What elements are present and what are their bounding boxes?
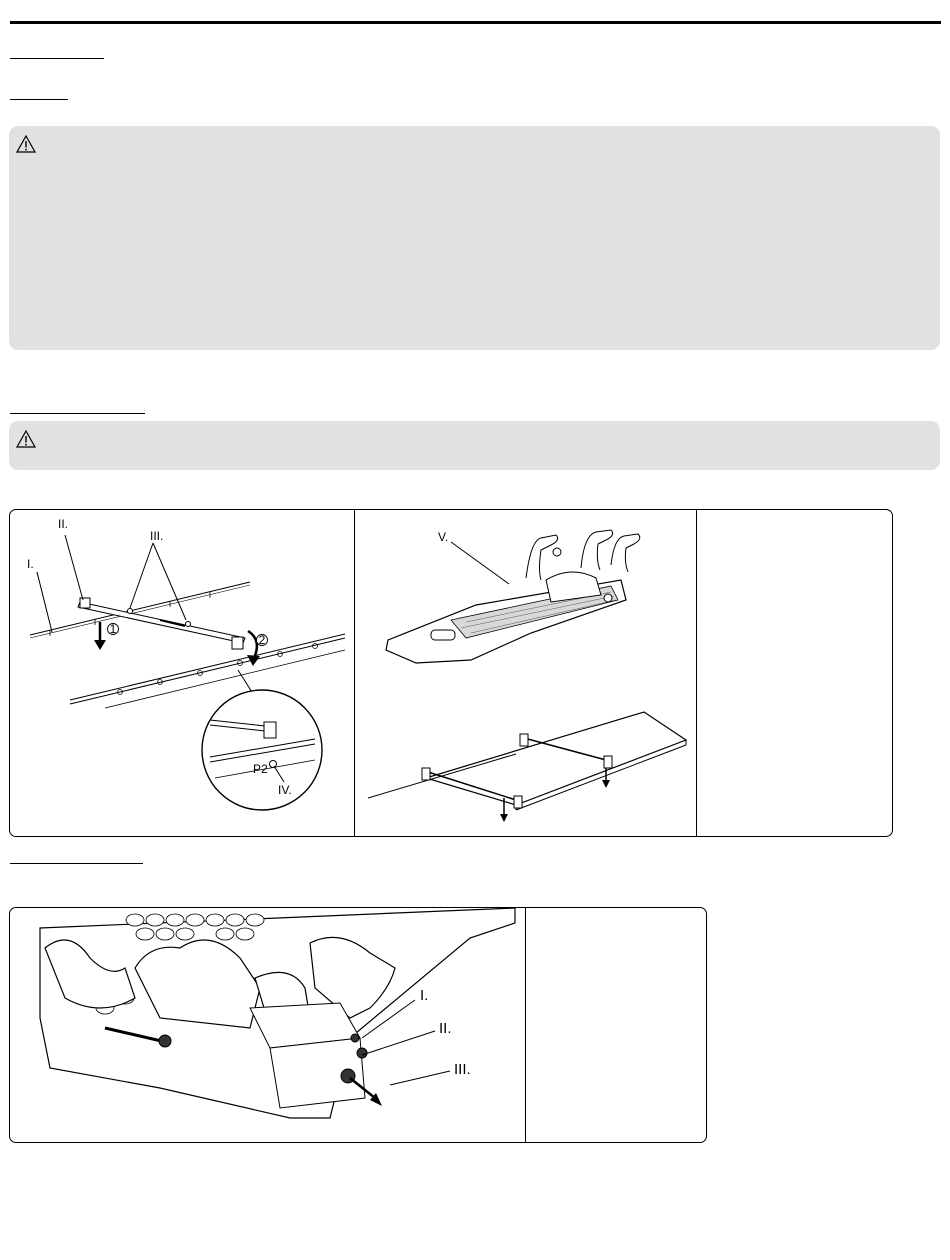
callout-V: V. — [438, 530, 449, 544]
warning-triangle-icon — [16, 135, 36, 153]
rail-attachment-illustration — [10, 510, 350, 830]
panel-divider — [525, 908, 526, 1142]
warning-notice-small — [9, 421, 940, 470]
callout-II: II. — [58, 517, 69, 531]
rail-marking-label: P2 — [253, 762, 268, 776]
callout-I: I. — [27, 557, 34, 571]
heading-underline-4 — [10, 863, 143, 864]
warning-triangle-icon — [16, 430, 36, 448]
header-rule — [10, 21, 941, 24]
callout-III: III. — [454, 1061, 471, 1078]
callout-II: II. — [439, 1020, 452, 1037]
step-2-label: 2 — [258, 633, 266, 647]
panel-divider — [696, 510, 697, 836]
step-1-label: 1 — [109, 622, 117, 636]
board-illustration — [356, 510, 696, 830]
figure-panel-leg-holder — [9, 907, 707, 1143]
leg-holder-illustration — [10, 908, 522, 1138]
panel-divider — [354, 510, 355, 836]
warning-notice-large — [9, 126, 940, 350]
callout-I: I. — [420, 987, 429, 1004]
callout-IV: IV. — [278, 783, 292, 797]
heading-underline-3 — [10, 413, 145, 414]
heading-underline-2 — [10, 99, 68, 100]
figure-panel-rail-mounting — [9, 509, 893, 837]
heading-underline-1 — [10, 58, 104, 59]
callout-III: III. — [150, 529, 164, 543]
